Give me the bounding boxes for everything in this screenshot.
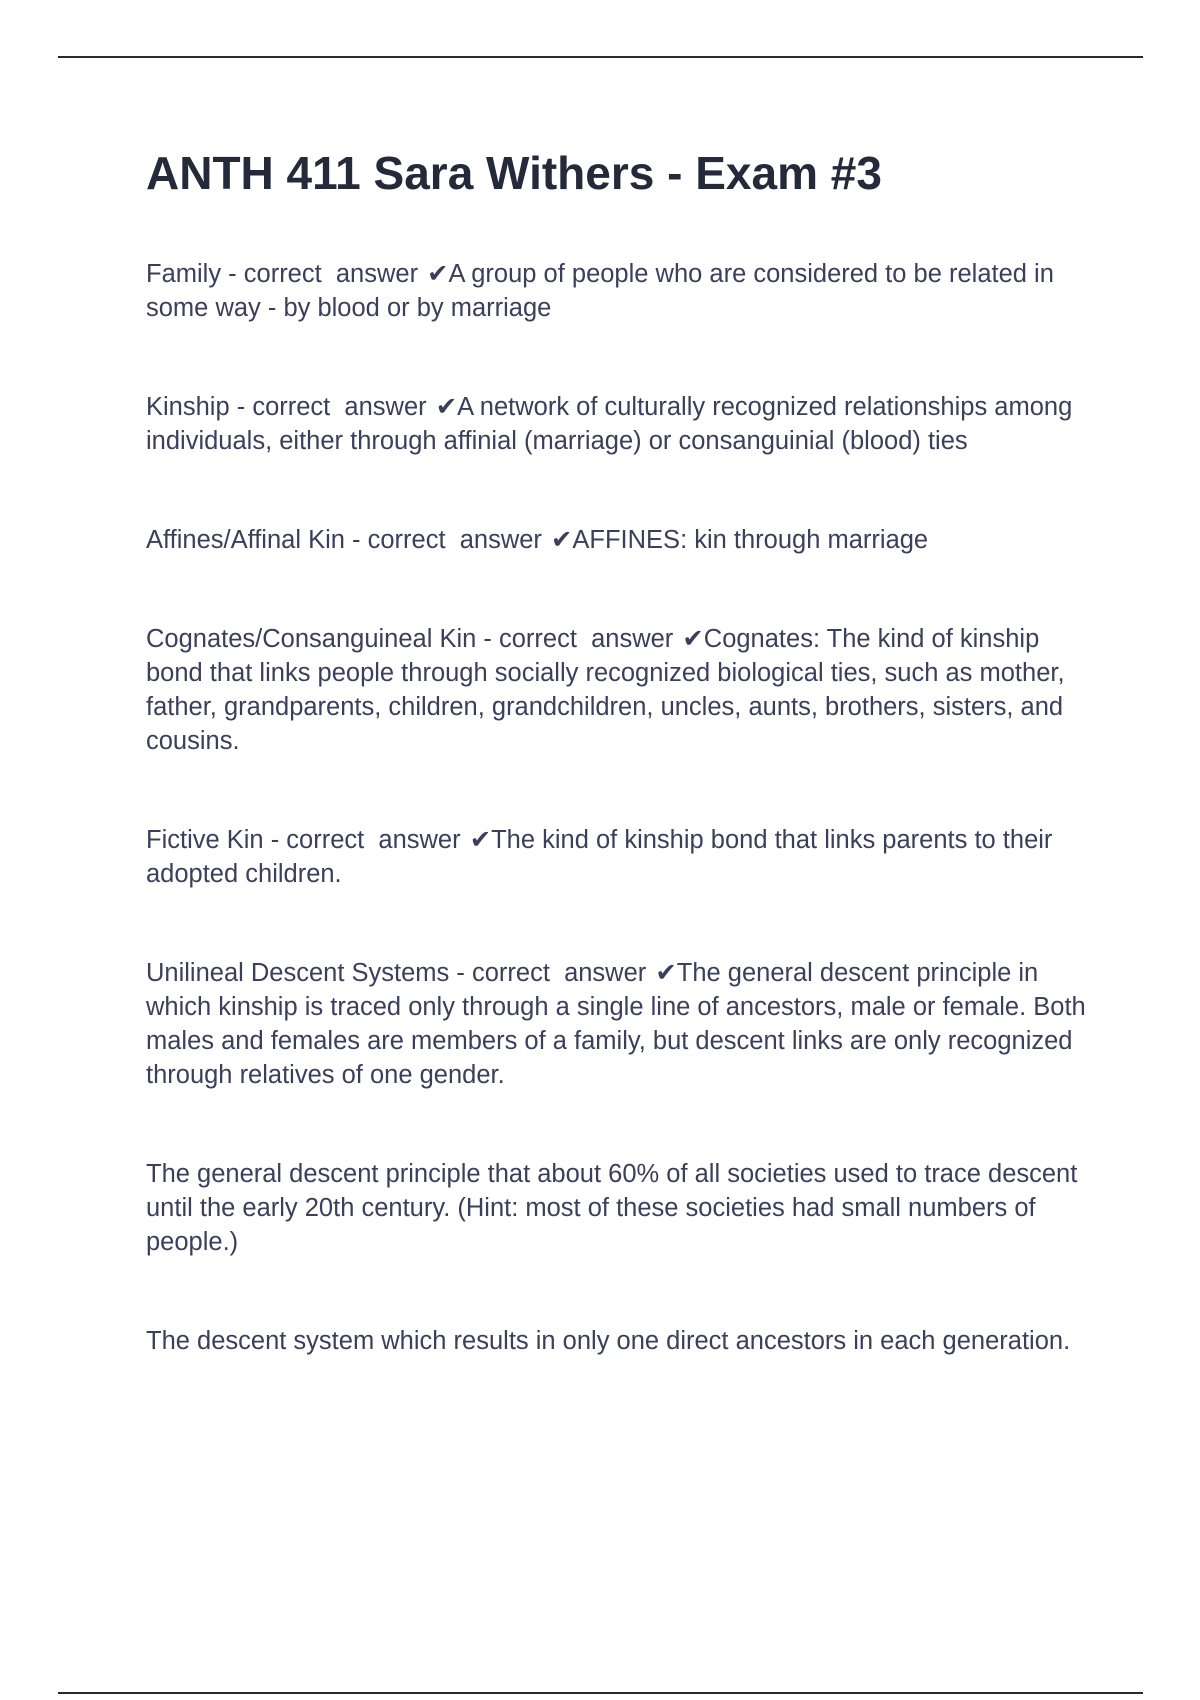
answer-label: correct answer xyxy=(243,260,419,288)
bottom-rule xyxy=(58,1692,1143,1694)
qa-entry-fictive-kin: Fictive Kin - correct answer ✔The kind of kinship bond that links parents to their adopted children. xyxy=(146,826,1053,888)
checkmark-icon: ✔ xyxy=(655,959,677,987)
definition: The general descent principle in which kinship is traced only through a single line of ancestors, male or female. Both males and females are members of a family, but descent links are only recognized through relatives of one gender. xyxy=(146,959,1086,1089)
answer-label: correct answer xyxy=(286,826,461,854)
definition: A group of people who are considered to be related in some way - by blood or by marriage xyxy=(146,260,1054,322)
term: Kinship xyxy=(146,393,230,421)
qa-entry-affines: Affines/Affinal Kin - correct answer ✔AFFINES: kin through marriage xyxy=(146,526,929,554)
checkmark-icon: ✔ xyxy=(551,526,573,554)
qa-entry-cognates: Cognates/Consanguineal Kin - correct answer ✔Cognates: The kind of kinship bond that links people through socially recognized biological ties, such as mother, father, grandparents, children, grandchildren, uncles, aunts, brothers, sisters, and cousins. xyxy=(146,625,1065,755)
term: Affines/Affinal Kin xyxy=(146,526,345,554)
question-item: The descent system which results in only one direct ancestors in each generation. xyxy=(146,1327,1071,1355)
qa-entry-unilineal: Unilineal Descent Systems - correct answer ✔The general descent principle in which kinship is traced only through a single line of ancestors, male or female. Both males and females are members of a family, but descent links are only recognized through relatives of one gender. xyxy=(146,959,1086,1089)
definition: A network of culturally recognized relationships among individuals, either through affinial (marriage) or consanguinial (blood) ties xyxy=(146,393,1073,455)
answer-label: correct answer xyxy=(252,393,427,421)
question-item: The general descent principle that about 60% of all societies used to trace descent until the early 20th century. (Hint: most of these societies had small numbers of people.) xyxy=(146,1160,1078,1256)
top-rule xyxy=(58,56,1143,58)
definition: The kind of kinship bond that links parents to their adopted children. xyxy=(146,826,1053,888)
definition: AFFINES: kin through marriage xyxy=(572,526,929,554)
definition: Cognates: The kind of kinship bond that links people through socially recognized biological ties, such as mother, father, grandparents, children, grandchildren, uncles, aunts, brothers, sisters, and cousins. xyxy=(146,625,1065,755)
answer-label: correct answer xyxy=(367,526,542,554)
checkmark-icon: ✔ xyxy=(682,625,704,653)
qa-entry-family: Family - correct answer ✔A group of people who are considered to be related in some way - by blood or by marriage xyxy=(146,260,1054,322)
term: Family xyxy=(146,260,222,288)
term: Unilineal Descent Systems xyxy=(146,959,450,987)
document-title: ANTH 411 Sara Withers - Exam #3 xyxy=(146,147,882,199)
term: Cognates/Consanguineal Kin xyxy=(146,625,477,653)
checkmark-icon: ✔ xyxy=(427,260,449,288)
qa-entry-kinship: Kinship - correct answer ✔A network of culturally recognized relationships among individuals, either through affinial (marriage) or consanguinial (blood) ties xyxy=(146,393,1073,455)
checkmark-icon: ✔ xyxy=(469,826,492,854)
term: Fictive Kin xyxy=(146,826,264,854)
answer-label: correct answer xyxy=(499,625,674,653)
checkmark-icon: ✔ xyxy=(435,393,458,421)
answer-label: correct answer xyxy=(471,959,647,987)
document-body xyxy=(146,136,1096,1423)
